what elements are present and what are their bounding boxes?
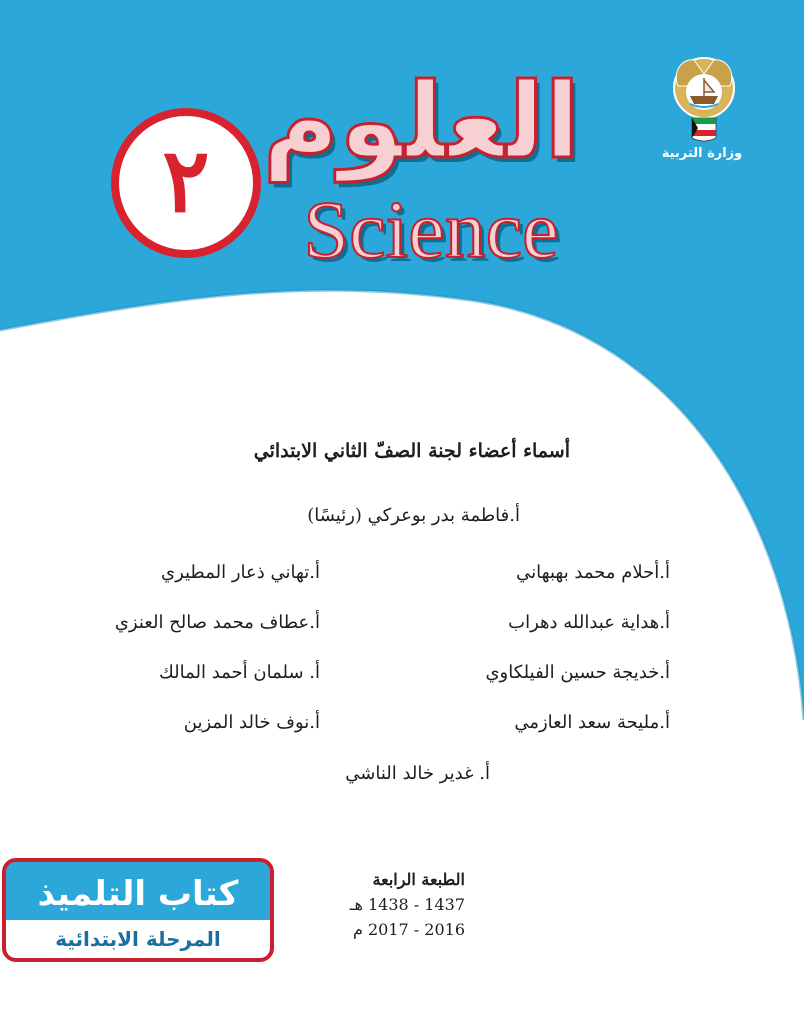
committee-member: أ. سلمان أحمد المالك	[158, 662, 320, 683]
title-arabic: العلوم	[262, 60, 580, 182]
ministry-name: وزارة التربية	[661, 146, 743, 161]
committee-member: أ.خديجة حسين الفيلكاوي	[485, 662, 670, 683]
part-label: الجزء الثاني	[150, 360, 290, 388]
committee-member: أ.نوف خالد المزين	[183, 712, 320, 733]
edition-gregorian-year: 2016 - 2017 م	[352, 920, 465, 939]
committee-member: أ.عطاف محمد صالح العنزي	[114, 612, 320, 633]
grade-number: ٢	[162, 128, 210, 232]
edition-hijri-year: 1437 - 1438 هـ	[349, 895, 465, 914]
student-book-badge	[2, 858, 274, 962]
committee-member: أ.هداية عبدالله دهراب	[508, 612, 670, 633]
committee-member: أ.أحلام محمد بهبهاني	[516, 562, 670, 583]
kuwait-emblem-icon	[668, 52, 740, 144]
student-book-title: كتاب التلميذ	[37, 874, 239, 914]
edition-title: الطبعة الرابعة	[372, 870, 465, 889]
committee-member: أ.تهاني ذعار المطيري	[160, 562, 320, 583]
title-english: Science	[303, 184, 559, 275]
committee-member-last: أ. غدير خالد الناشي	[345, 763, 490, 784]
grade-circle	[111, 108, 261, 258]
grade-label: الصفّ الثاني	[142, 320, 290, 348]
committee-chair: أ.فاطمة بدر بوعركي (رئيسًا)	[307, 505, 520, 526]
committee-heading: أسماء أعضاء لجنة الصفّ الثاني الابتدائي	[253, 440, 570, 462]
edition-info	[305, 870, 465, 945]
committee-member: أ.مليحة سعد العازمي	[514, 712, 670, 733]
student-book-stage: المرحلة الابتدائية	[6, 920, 270, 958]
